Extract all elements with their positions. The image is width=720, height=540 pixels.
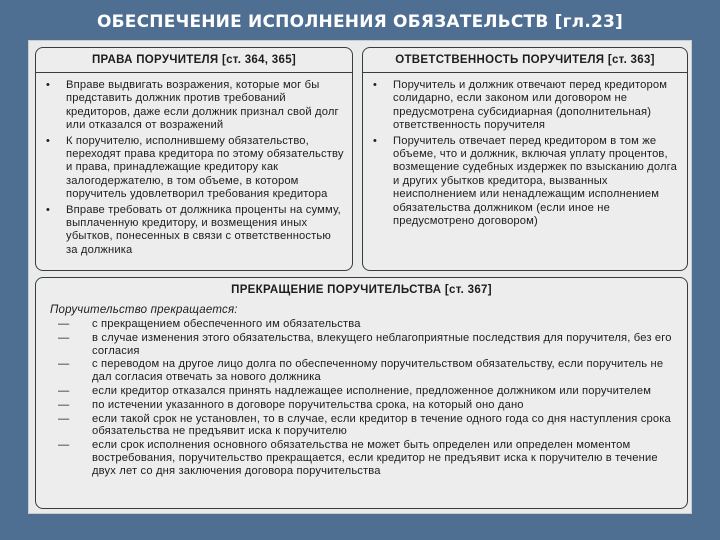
list-item: — если срок исполнения основного обязательства не может быть определен или определен моментом востребования, поручительство прекращается, если кредитор не предъявит иска к поручителю в течение двух лет со дня заключения договора поручительства: [58, 439, 658, 477]
scanned-document: [28, 40, 692, 514]
termination-panel: [35, 277, 688, 509]
list-item: • Вправе требовать от должника проценты на сумму, выплаченную кредитору, и возмещения иных убытков, понесенных в связи с ответственностью за должника: [46, 203, 341, 256]
dash-icon: —: [58, 439, 70, 452]
dash-icon: —: [58, 318, 70, 330]
dash-icon: —: [58, 358, 70, 371]
list-item: • Поручитель и должник отвечают перед кредитором солидарно, если законом или договором не предусмотрена субсидиарная (дополнительная) ответственность поручителя: [373, 79, 668, 132]
dash-icon: —: [58, 412, 70, 425]
list-item: • К поручителю, исполнившему обязательство, переходят права кредитора по этому обязательству и права, принадлежащие кредитору как залогодержателю, в том объеме, в котором поручитель удовлетворил требования кредитора: [46, 134, 344, 201]
list-item: — если кредитор отказался принять надлежащее исполнение, предложенное должником или поручителем: [58, 384, 652, 397]
rights-panel: [35, 47, 353, 271]
slide-title: ОБЕСПЕЧЕНИЕ ИСПОЛНЕНИЯ ОБЯЗАТЕЛЬСТВ [гл.23]: [96, 12, 624, 32]
list-item: • Поручитель отвечает перед кредитором в том же объеме, что и должник, включая уплату процентов, возмещение судебных издержек по взысканию долга и других убытков кредитора, вызванных неисполнением или ненадлежащим исполнением обязательства должником (если иное не предусмотрено договором): [373, 134, 677, 228]
rights-list: [36, 79, 352, 257]
bullet-icon: •: [46, 134, 51, 147]
list-item: — по истечении указанного в договоре поручительства срока, на который оно дано: [58, 398, 524, 411]
bullet-icon: •: [373, 79, 378, 91]
bullet-icon: •: [46, 203, 51, 216]
list-item: — в случае изменения этого обязательства, влекущего неблагоприятные последствия для поручителя, без его согласия: [58, 331, 672, 357]
dash-icon: —: [58, 398, 70, 411]
list-item: — с прекращением обеспеченного им обязательства: [58, 318, 361, 330]
list-item: • Вправе выдвигать возражения, которые мог бы представить должник против требований кредиторов, даже если должник признал свой долг или отказался от возражений: [46, 79, 339, 132]
liability-panel: [362, 47, 688, 271]
termination-intro: Поручительство прекращается:: [50, 304, 238, 316]
dash-icon: —: [58, 384, 70, 397]
liability-list: [363, 79, 687, 228]
liability-heading: ОТВЕТСТВЕННОСТЬ ПОРУЧИТЕЛЯ [ст. 363]: [363, 54, 687, 73]
dash-icon: —: [58, 331, 70, 344]
list-item: — с переводом на другое лицо долга по обеспеченному поручительством обязательству, если поручитель не дал согласия отвечать за нового должника: [58, 358, 664, 384]
list-item: — если такой срок не установлен, то в случае, если кредитор в течение одного года со дня наступления срока обязательства не предъявит иска к поручителю: [58, 412, 671, 438]
bullet-icon: •: [373, 134, 378, 147]
termination-list: [36, 318, 687, 478]
termination-heading: ПРЕКРАЩЕНИЕ ПОРУЧИТЕЛЬСТВА [ст. 367]: [231, 284, 492, 296]
rights-heading: ПРАВА ПОРУЧИТЕЛЯ [ст. 364, 365]: [36, 54, 352, 73]
bullet-icon: •: [46, 79, 51, 91]
